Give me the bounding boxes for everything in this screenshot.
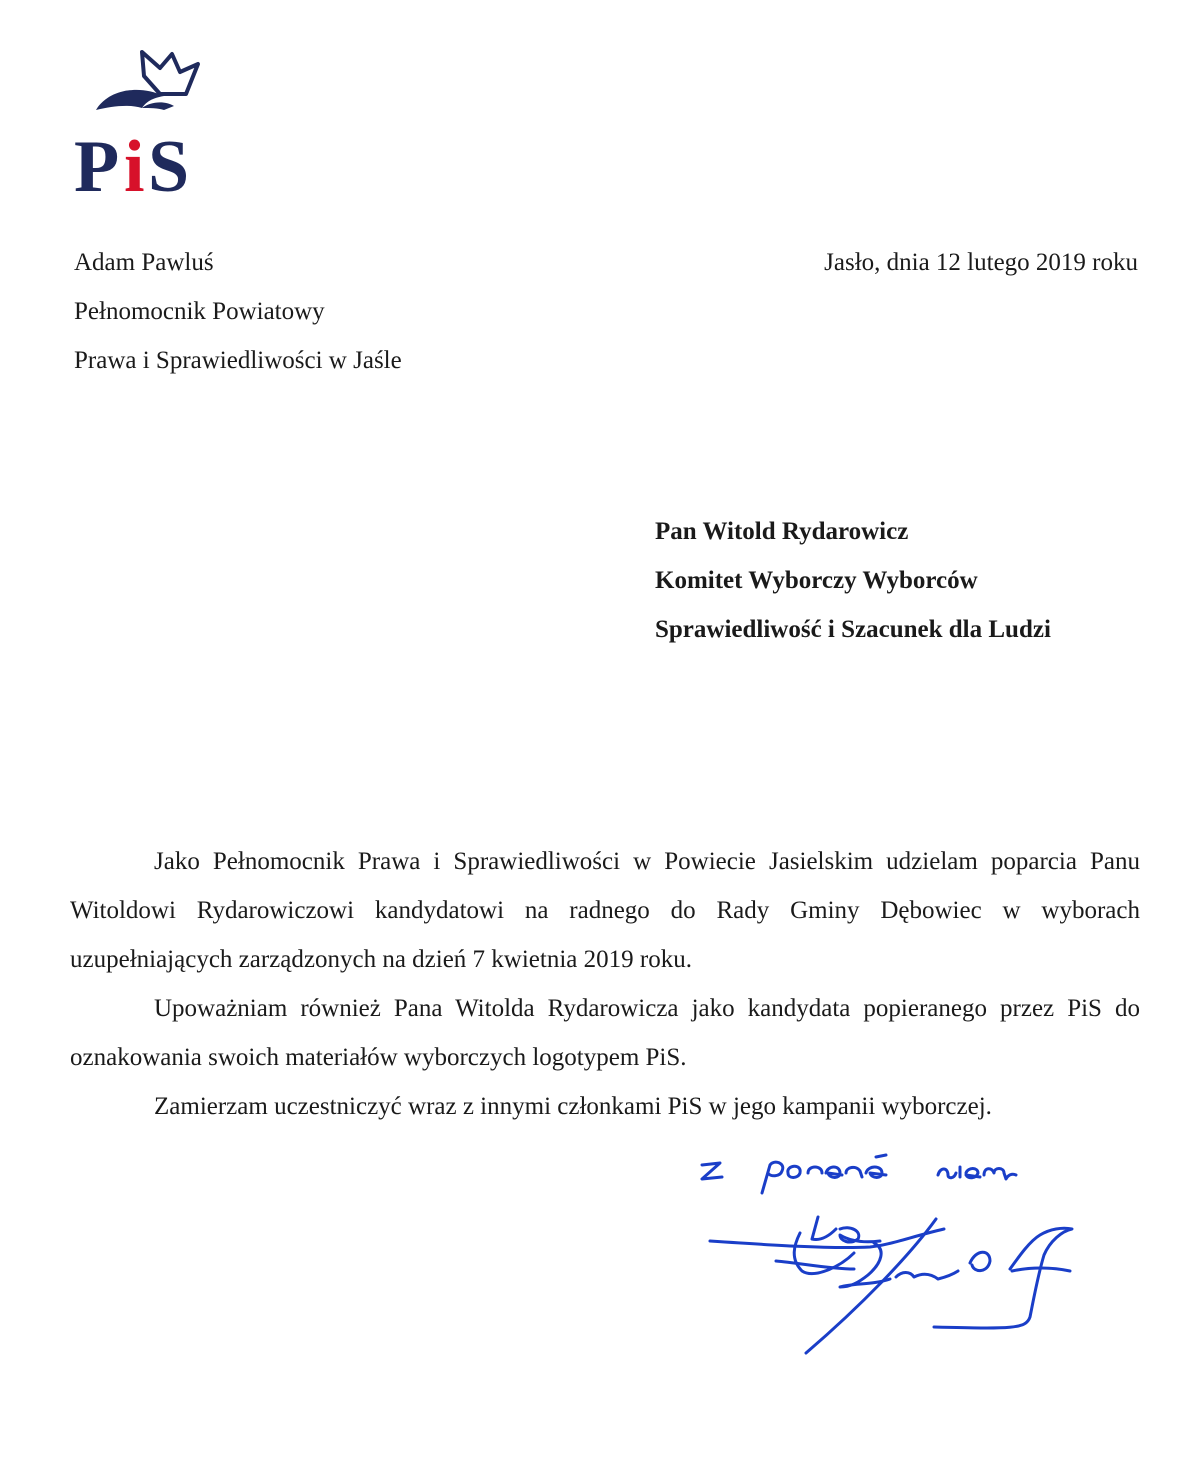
recipient-committee-name: Sprawiedliwość i Szacunek dla Ludzi	[655, 616, 1051, 643]
logo-letter-i: i	[124, 126, 145, 199]
pis-logo	[68, 44, 218, 199]
handwritten-signature	[690, 1145, 1110, 1370]
letter-body	[70, 837, 1140, 1131]
sender-organization: Prawa i Sprawiedliwości w Jaśle	[74, 347, 402, 374]
recipient-name: Pan Witold Rydarowicz	[655, 518, 909, 545]
body-paragraph-3: Zamierzam uczestniczyć wraz z innymi członkami PiS w jego kampanii wyborczej.	[154, 1093, 992, 1120]
recipient-block	[655, 507, 1051, 654]
eagle-beak-icon	[142, 102, 174, 110]
body-paragraph-2: Upoważniam również Pana Witolda Rydarowicza jako kandydata popieranego przez PiS do oznakowania swoich materiałów wyborczych logotypem PiS.	[70, 995, 1140, 1071]
recipient-committee: Komitet Wyborczy Wyborców	[655, 567, 978, 594]
sender-block	[74, 238, 402, 385]
body-paragraph-1: Jako Pełnomocnik Prawa i Sprawiedliwości w Powiecie Jasielskim udzielam poparcia Panu Witoldowi Rydarowiczowi kandydatowi na radnego do Rady Gminy Dębowiec w wyborach uzupełniających zarządzonych na dzień 7 kwietnia 2019 roku.	[70, 848, 1140, 973]
logo-letter-p: P	[74, 126, 120, 199]
date-line: Jasło, dnia 12 lutego 2019 roku	[824, 249, 1138, 276]
sender-role: Pełnomocnik Powiatowy	[74, 298, 325, 325]
crown-icon	[142, 52, 198, 94]
logo-letter-s: S	[148, 126, 190, 199]
sender-name: Adam Pawluś	[74, 249, 214, 276]
